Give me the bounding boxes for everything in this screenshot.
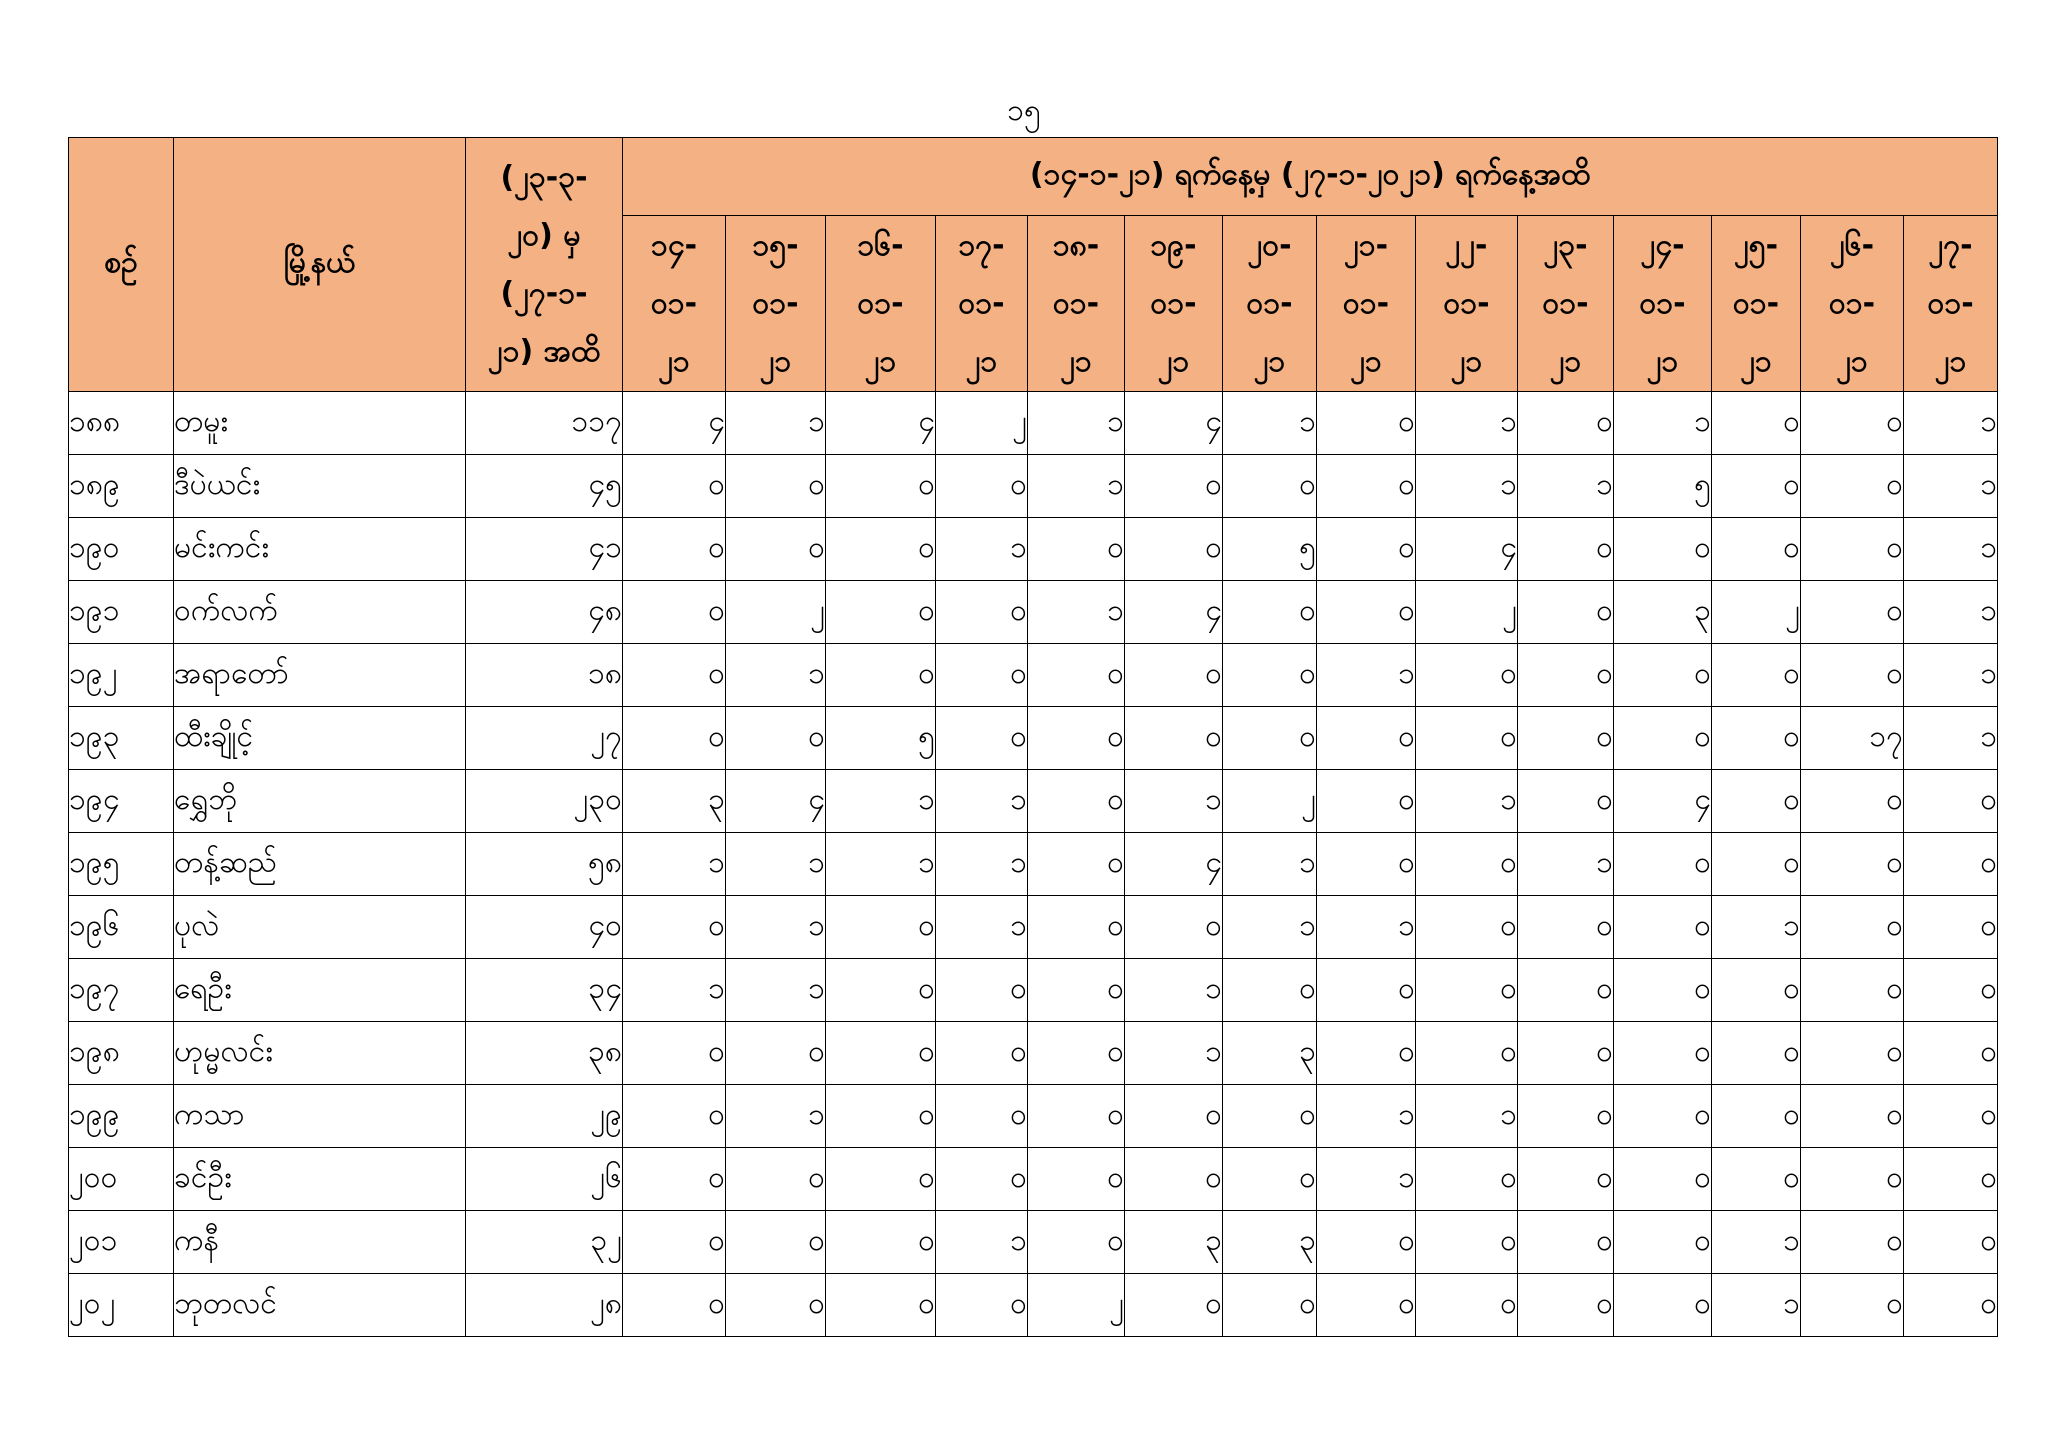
table-row [69,1085,1998,1148]
serial-cell: ၁၉၅ [69,833,174,896]
daily-count-cell: ၄ [1416,518,1518,581]
daily-count-cell: ၀ [1125,455,1223,518]
cumulative-total-cell: ၄၈ [466,581,623,644]
daily-count-cell: ၀ [726,1148,826,1211]
township-cell: တမူး [174,392,466,455]
daily-count-cell: ၀ [1904,833,1998,896]
daily-count-cell: ၀ [1416,644,1518,707]
daily-count-cell: ၀ [936,1148,1028,1211]
header-row-main [69,138,1998,216]
township-cell: ရေဦး [174,959,466,1022]
daily-count-cell: ၄ [623,392,726,455]
header-date: ၂၅- ၀၁- ၂၁ [1712,216,1801,392]
daily-count-cell: ၅ [826,707,936,770]
serial-cell: ၂၀၂ [69,1274,174,1337]
daily-count-cell: ၁ [726,392,826,455]
daily-count-cell: ၀ [623,518,726,581]
daily-count-cell: ၀ [726,455,826,518]
header-serial: စဉ် [69,138,174,392]
daily-count-cell: ၀ [1614,1085,1712,1148]
daily-count-cell: ၀ [1518,1085,1614,1148]
daily-count-cell: ၀ [1801,896,1904,959]
daily-count-cell: ၀ [1518,707,1614,770]
daily-count-cell: ၁ [1712,896,1801,959]
table-row [69,518,1998,581]
township-cell: ဟုမ္မလင်း [174,1022,466,1085]
table-row [69,707,1998,770]
daily-count-cell: ၀ [1614,959,1712,1022]
daily-count-cell: ၀ [1518,770,1614,833]
daily-count-cell: ၀ [936,959,1028,1022]
daily-count-cell: ၃ [1125,1211,1223,1274]
daily-count-cell: ၀ [1125,1148,1223,1211]
daily-count-cell: ၀ [1317,833,1416,896]
township-cell: ကနီ [174,1211,466,1274]
daily-count-cell: ၀ [1801,392,1904,455]
daily-count-cell: ၁ [1317,896,1416,959]
daily-count-cell: ၁ [826,770,936,833]
header-period: (၁၄-၁-၂၁) ရက်နေ့မှ (၂၇-၁-၂၀၂၁) ရက်နေ့အထိ [623,138,1998,216]
daily-count-cell: ၀ [1416,1022,1518,1085]
daily-count-cell: ၀ [1416,1211,1518,1274]
township-cell: တန့်ဆည် [174,833,466,896]
cumulative-total-cell: ၂၉ [466,1085,623,1148]
daily-count-cell: ၀ [726,1022,826,1085]
daily-count-cell: ၅ [1223,518,1317,581]
daily-count-cell: ၂ [1712,581,1801,644]
daily-count-cell: ၂ [1416,581,1518,644]
daily-count-cell: ၀ [826,455,936,518]
daily-count-cell: ၀ [1518,896,1614,959]
daily-count-cell: ၀ [1223,455,1317,518]
daily-count-cell: ၀ [1801,1274,1904,1337]
daily-count-cell: ၂ [726,581,826,644]
daily-count-cell: ၄ [1125,833,1223,896]
daily-count-cell: ၀ [1028,896,1125,959]
daily-count-cell: ၀ [1125,1274,1223,1337]
daily-count-cell: ၁ [1904,392,1998,455]
page-number: ၁၅ [1007,93,1041,128]
daily-count-cell: ၀ [1712,1085,1801,1148]
daily-count-cell: ၁ [1904,455,1998,518]
daily-count-cell: ၀ [1518,581,1614,644]
daily-count-cell: ၀ [1614,1148,1712,1211]
daily-count-cell: ၀ [1518,1148,1614,1211]
daily-count-cell: ၁ [936,896,1028,959]
cumulative-total-cell: ၂၆ [466,1148,623,1211]
daily-count-cell: ၀ [826,1085,936,1148]
daily-count-cell: ၁ [1712,1274,1801,1337]
township-cell: ရွှေဘို [174,770,466,833]
serial-cell: ၁၉၉ [69,1085,174,1148]
daily-count-cell: ၀ [1614,518,1712,581]
daily-count-cell: ၀ [1801,1085,1904,1148]
serial-cell: ၁၉၀ [69,518,174,581]
cumulative-total-cell: ၂၈ [466,1274,623,1337]
header-date: ၁၉- ၀၁- ၂၁ [1125,216,1223,392]
daily-count-cell: ၀ [1801,518,1904,581]
daily-count-cell: ၀ [1801,833,1904,896]
daily-count-cell: ၀ [1416,896,1518,959]
daily-count-cell: ၀ [1223,1274,1317,1337]
daily-count-cell: ၁ [1416,455,1518,518]
cumulative-total-cell: ၂၇ [466,707,623,770]
daily-count-cell: ၁ [936,1211,1028,1274]
cumulative-total-cell: ၃၈ [466,1022,623,1085]
table-row [69,896,1998,959]
header-date: ၂၃- ၀၁- ၂၁ [1518,216,1614,392]
daily-count-cell: ၃ [1223,1211,1317,1274]
daily-count-cell: ၀ [623,896,726,959]
daily-count-cell: ၀ [1317,581,1416,644]
serial-cell: ၁၉၇ [69,959,174,1022]
serial-cell: ၁၈၈ [69,392,174,455]
daily-count-cell: ၁ [1904,518,1998,581]
township-cases-table [68,137,1998,1337]
daily-count-cell: ၄ [826,392,936,455]
header-date: ၁၅- ၀၁- ၂၁ [726,216,826,392]
header-date: ၁၆- ၀၁- ၂၁ [826,216,936,392]
daily-count-cell: ၁ [1317,644,1416,707]
daily-count-cell: ၀ [726,1211,826,1274]
serial-cell: ၂၀၀ [69,1148,174,1211]
daily-count-cell: ၀ [623,644,726,707]
township-cell: ဘုတလင် [174,1274,466,1337]
daily-count-cell: ၁၇ [1801,707,1904,770]
daily-count-cell: ၀ [1125,518,1223,581]
daily-count-cell: ၄ [726,770,826,833]
serial-cell: ၁၉၃ [69,707,174,770]
daily-count-cell: ၁ [1125,770,1223,833]
cumulative-total-cell: ၃၄ [466,959,623,1022]
daily-count-cell: ၀ [1223,1148,1317,1211]
daily-count-cell: ၁ [1223,392,1317,455]
daily-count-cell: ၁ [1904,707,1998,770]
daily-count-cell: ၀ [936,707,1028,770]
daily-count-cell: ၀ [1801,770,1904,833]
daily-count-cell: ၀ [1028,833,1125,896]
table-row [69,581,1998,644]
daily-count-cell: ၀ [1801,1211,1904,1274]
daily-count-cell: ၀ [1904,770,1998,833]
daily-count-cell: ၀ [1317,1211,1416,1274]
daily-count-cell: ၁ [1125,1022,1223,1085]
daily-count-cell: ၀ [1317,392,1416,455]
cumulative-total-cell: ၄၅ [466,455,623,518]
daily-count-cell: ၀ [1904,959,1998,1022]
daily-count-cell: ၀ [1028,1085,1125,1148]
daily-count-cell: ၁ [1125,959,1223,1022]
daily-count-cell: ၁ [936,770,1028,833]
cumulative-total-cell: ၁၈ [466,644,623,707]
daily-count-cell: ၀ [1518,644,1614,707]
table-row [69,455,1998,518]
daily-count-cell: ၀ [1223,959,1317,1022]
township-cell: ဝက်လက် [174,581,466,644]
daily-count-cell: ၀ [1614,1274,1712,1337]
daily-count-cell: ၀ [1614,1022,1712,1085]
daily-count-cell: ၁ [1712,1211,1801,1274]
daily-count-cell: ၁ [1028,455,1125,518]
header-township: မြို့နယ် [174,138,466,392]
daily-count-cell: ၀ [1712,392,1801,455]
daily-count-cell: ၀ [1317,455,1416,518]
daily-count-cell: ၀ [623,1274,726,1337]
daily-count-cell: ၀ [726,1274,826,1337]
daily-count-cell: ၀ [1904,896,1998,959]
daily-count-cell: ၁ [726,833,826,896]
daily-count-cell: ၀ [1125,1085,1223,1148]
daily-count-cell: ၁ [1904,581,1998,644]
township-cell: အရာတော် [174,644,466,707]
daily-count-cell: ၀ [623,455,726,518]
daily-count-cell: ၀ [1712,833,1801,896]
daily-count-cell: ၀ [1223,1085,1317,1148]
daily-count-cell: ၁ [936,518,1028,581]
daily-count-cell: ၀ [1801,455,1904,518]
table-row [69,770,1998,833]
daily-count-cell: ၀ [1317,518,1416,581]
header-date: ၂၇- ၀၁- ၂၁ [1904,216,1998,392]
daily-count-cell: ၀ [936,1022,1028,1085]
header-date: ၂၆- ၀၁- ၂၁ [1801,216,1904,392]
daily-count-cell: ၀ [1416,1274,1518,1337]
daily-count-cell: ၁ [1518,455,1614,518]
daily-count-cell: ၁ [623,959,726,1022]
daily-count-cell: ၁ [1518,833,1614,896]
daily-count-cell: ၀ [1801,959,1904,1022]
daily-count-cell: ၀ [1518,392,1614,455]
daily-count-cell: ၀ [826,581,936,644]
daily-count-cell: ၀ [1223,707,1317,770]
daily-count-cell: ၀ [1416,1148,1518,1211]
header-cumulative-total: (၂၃-၃- ၂၀) မှ (၂၇-၁- ၂၁) အထိ [466,138,623,392]
daily-count-cell: ၁ [1317,1085,1416,1148]
daily-count-cell: ၀ [1712,644,1801,707]
daily-count-cell: ၀ [1904,1211,1998,1274]
daily-count-cell: ၂ [936,392,1028,455]
table-body [69,392,1998,1337]
daily-count-cell: ၀ [623,1211,726,1274]
daily-count-cell: ၁ [726,644,826,707]
daily-count-cell: ၀ [623,581,726,644]
daily-count-cell: ၁ [1028,581,1125,644]
daily-count-cell: ၀ [623,1085,726,1148]
daily-count-cell: ၂ [1028,1274,1125,1337]
table-row [69,833,1998,896]
daily-count-cell: ၀ [1416,833,1518,896]
daily-count-cell: ၀ [936,581,1028,644]
daily-count-cell: ၄ [1125,392,1223,455]
daily-count-cell: ၀ [826,896,936,959]
daily-count-cell: ၀ [1223,644,1317,707]
daily-count-cell: ၀ [1125,644,1223,707]
serial-cell: ၁၉၈ [69,1022,174,1085]
daily-count-cell: ၀ [1518,1022,1614,1085]
table-row [69,1211,1998,1274]
township-cell: ခင်ဦး [174,1148,466,1211]
daily-count-cell: ၁ [1614,392,1712,455]
daily-count-cell: ၀ [1028,1211,1125,1274]
daily-count-cell: ၁ [1028,392,1125,455]
daily-count-cell: ၀ [1904,1148,1998,1211]
daily-count-cell: ၀ [826,1274,936,1337]
header-date: ၂၁- ၀၁- ၂၁ [1317,216,1416,392]
daily-count-cell: ၀ [1518,959,1614,1022]
daily-count-cell: ၁ [1223,896,1317,959]
header-date: ၂၂- ၀၁- ၂၁ [1416,216,1518,392]
daily-count-cell: ၀ [726,518,826,581]
cumulative-total-cell: ၄၁ [466,518,623,581]
daily-count-cell: ၀ [1317,770,1416,833]
serial-cell: ၁၉၂ [69,644,174,707]
daily-count-cell: ၀ [1614,1211,1712,1274]
table-row [69,644,1998,707]
daily-count-cell: ၀ [1028,644,1125,707]
daily-count-cell: ၀ [1801,644,1904,707]
header-date: ၁၇- ၀၁- ၂၁ [936,216,1028,392]
daily-count-cell: ၀ [826,959,936,1022]
daily-count-cell: ၂ [1223,770,1317,833]
daily-count-cell: ၀ [1028,1022,1125,1085]
daily-count-cell: ၀ [1801,1148,1904,1211]
daily-count-cell: ၀ [936,644,1028,707]
daily-count-cell: ၀ [1712,707,1801,770]
daily-count-cell: ၀ [936,1085,1028,1148]
daily-count-cell: ၅ [1614,455,1712,518]
daily-count-cell: ၁ [1904,644,1998,707]
daily-count-cell: ၀ [826,644,936,707]
daily-count-cell: ၀ [726,707,826,770]
daily-count-cell: ၀ [1712,1022,1801,1085]
daily-count-cell: ၁ [1317,1148,1416,1211]
table-row [69,392,1998,455]
daily-count-cell: ၁ [1416,392,1518,455]
daily-count-cell: ၀ [1317,1022,1416,1085]
cumulative-total-cell: ၁၁၇ [466,392,623,455]
daily-count-cell: ၄ [1125,581,1223,644]
daily-count-cell: ၀ [1028,1148,1125,1211]
daily-count-cell: ၀ [1416,959,1518,1022]
daily-count-cell: ၁ [1416,1085,1518,1148]
daily-count-cell: ၀ [1614,833,1712,896]
daily-count-cell: ၀ [936,455,1028,518]
daily-count-cell: ၀ [1317,1274,1416,1337]
header-date: ၁၈- ၀၁- ၂၁ [1028,216,1125,392]
daily-count-cell: ၀ [1125,896,1223,959]
daily-count-cell: ၁ [726,896,826,959]
daily-count-cell: ၀ [1904,1085,1998,1148]
daily-count-cell: ၀ [1801,581,1904,644]
township-cell: ပုလဲ [174,896,466,959]
daily-count-cell: ၀ [1028,707,1125,770]
daily-count-cell: ၀ [826,1022,936,1085]
daily-count-cell: ၀ [1614,707,1712,770]
daily-count-cell: ၀ [1028,770,1125,833]
serial-cell: ၁၉၄ [69,770,174,833]
daily-count-cell: ၁ [1223,833,1317,896]
header-date: ၂၀- ၀၁- ၂၁ [1223,216,1317,392]
daily-count-cell: ၁ [826,833,936,896]
daily-count-cell: ၀ [1712,770,1801,833]
daily-count-cell: ၀ [1317,707,1416,770]
daily-count-cell: ၀ [826,1211,936,1274]
cumulative-total-cell: ၂၃၀ [466,770,623,833]
daily-count-cell: ၁ [936,833,1028,896]
daily-count-cell: ၀ [1614,644,1712,707]
daily-count-cell: ၀ [936,1274,1028,1337]
daily-count-cell: ၀ [1904,1274,1998,1337]
daily-count-cell: ၀ [1712,1148,1801,1211]
daily-count-cell: ၀ [1614,896,1712,959]
township-cell: ထီးချိုင့် [174,707,466,770]
daily-count-cell: ၀ [1028,518,1125,581]
daily-count-cell: ၀ [1416,707,1518,770]
cumulative-total-cell: ၄၀ [466,896,623,959]
daily-count-cell: ၁ [726,959,826,1022]
daily-count-cell: ၃ [623,770,726,833]
daily-count-cell: ၀ [623,1022,726,1085]
daily-count-cell: ၀ [1801,1022,1904,1085]
daily-count-cell: ၀ [1712,455,1801,518]
daily-count-cell: ၀ [623,1148,726,1211]
daily-count-cell: ၀ [623,707,726,770]
daily-count-cell: ၀ [826,1148,936,1211]
daily-count-cell: ၁ [1416,770,1518,833]
township-cell: ဒီပဲယင်း [174,455,466,518]
daily-count-cell: ၀ [1712,518,1801,581]
daily-count-cell: ၀ [1125,707,1223,770]
daily-count-cell: ၀ [1317,959,1416,1022]
serial-cell: ၁၉၁ [69,581,174,644]
header-date: ၁၄- ၀၁- ၂၁ [623,216,726,392]
serial-cell: ၂၀၁ [69,1211,174,1274]
table-row [69,1274,1998,1337]
daily-count-cell: ၁ [726,1085,826,1148]
table-row [69,1148,1998,1211]
daily-count-cell: ၀ [1518,518,1614,581]
daily-count-cell: ၀ [1223,581,1317,644]
daily-count-cell: ၄ [1614,770,1712,833]
daily-count-cell: ၁ [623,833,726,896]
daily-count-cell: ၀ [1518,1274,1614,1337]
cumulative-total-cell: ၃၂ [466,1211,623,1274]
cumulative-total-cell: ၅၈ [466,833,623,896]
township-cell: ကသာ [174,1085,466,1148]
table-row [69,959,1998,1022]
table-row [69,1022,1998,1085]
serial-cell: ၁၉၆ [69,896,174,959]
daily-count-cell: ၀ [1904,1022,1998,1085]
daily-count-cell: ၀ [1028,959,1125,1022]
serial-cell: ၁၈၉ [69,455,174,518]
daily-count-cell: ၀ [1518,1211,1614,1274]
daily-count-cell: ၃ [1223,1022,1317,1085]
daily-count-cell: ၃ [1614,581,1712,644]
township-cell: မင်းကင်း [174,518,466,581]
header-date: ၂၄- ၀၁- ၂၁ [1614,216,1712,392]
daily-count-cell: ၀ [1712,959,1801,1022]
daily-count-cell: ၀ [826,518,936,581]
